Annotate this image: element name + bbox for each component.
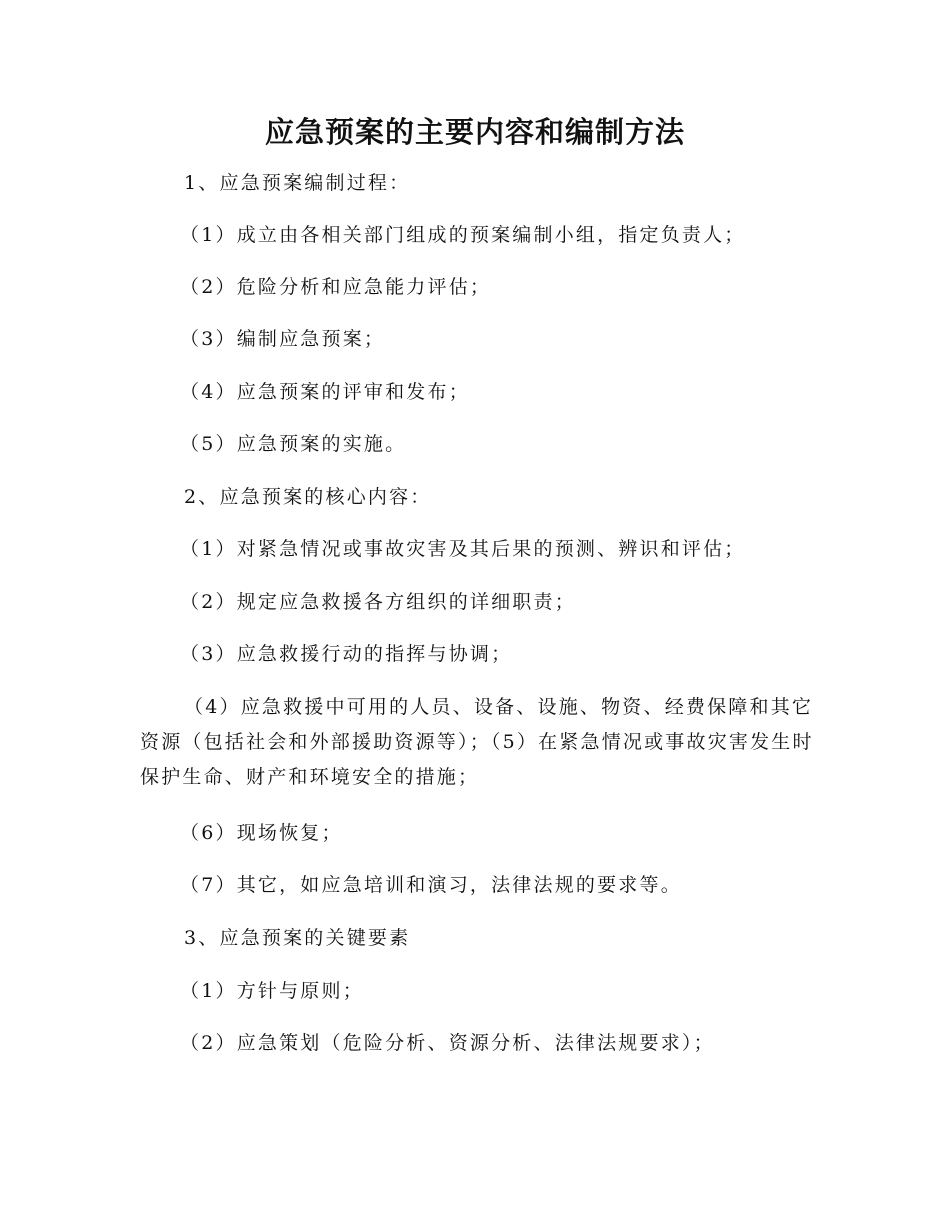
- section-heading-2: 2、应急预案的核心内容：: [184, 486, 432, 508]
- list-item: （1）成立由各相关部门组成的预案编制小组，指定负责人；: [180, 224, 746, 246]
- section-heading-1: 1、应急预案编制过程：: [184, 172, 411, 194]
- list-item: （3）应急救援行动的指挥与协调；: [180, 643, 513, 665]
- list-item: （1）方针与原则；: [180, 980, 364, 1002]
- list-item: （5）应急预案的实施。: [180, 433, 407, 455]
- list-item: （2）危险分析和应急能力评估；: [180, 276, 492, 298]
- list-item-multiline: （4）应急救援中可用的人员、设备、设施、物资、经费保障和其它资源（包括社会和外部援助资源等）；（5）在紧急情况或事故灾害发生时保护生命、财产和环境安全的措施；: [140, 696, 814, 788]
- list-item: （6）现场恢复；: [180, 822, 343, 844]
- page-title: 应急预案的主要内容和编制方法: [264, 115, 685, 149]
- list-item: （4）应急预案的评审和发布；: [180, 381, 470, 403]
- list-item: （3）编制应急预案；: [180, 328, 386, 350]
- list-item: （1）对紧急情况或事故灾害及其后果的预测、辨识和评估；: [180, 538, 746, 560]
- list-item: （7）其它，如应急培训和演习，法律法规的要求等。: [180, 874, 682, 896]
- list-item: （2）规定应急救援各方组织的详细职责；: [180, 591, 576, 613]
- list-item: （2）应急策划（危险分析、资源分析、法律法规要求）；: [180, 1032, 715, 1054]
- section-heading-3: 3、应急预案的关键要素: [184, 927, 411, 949]
